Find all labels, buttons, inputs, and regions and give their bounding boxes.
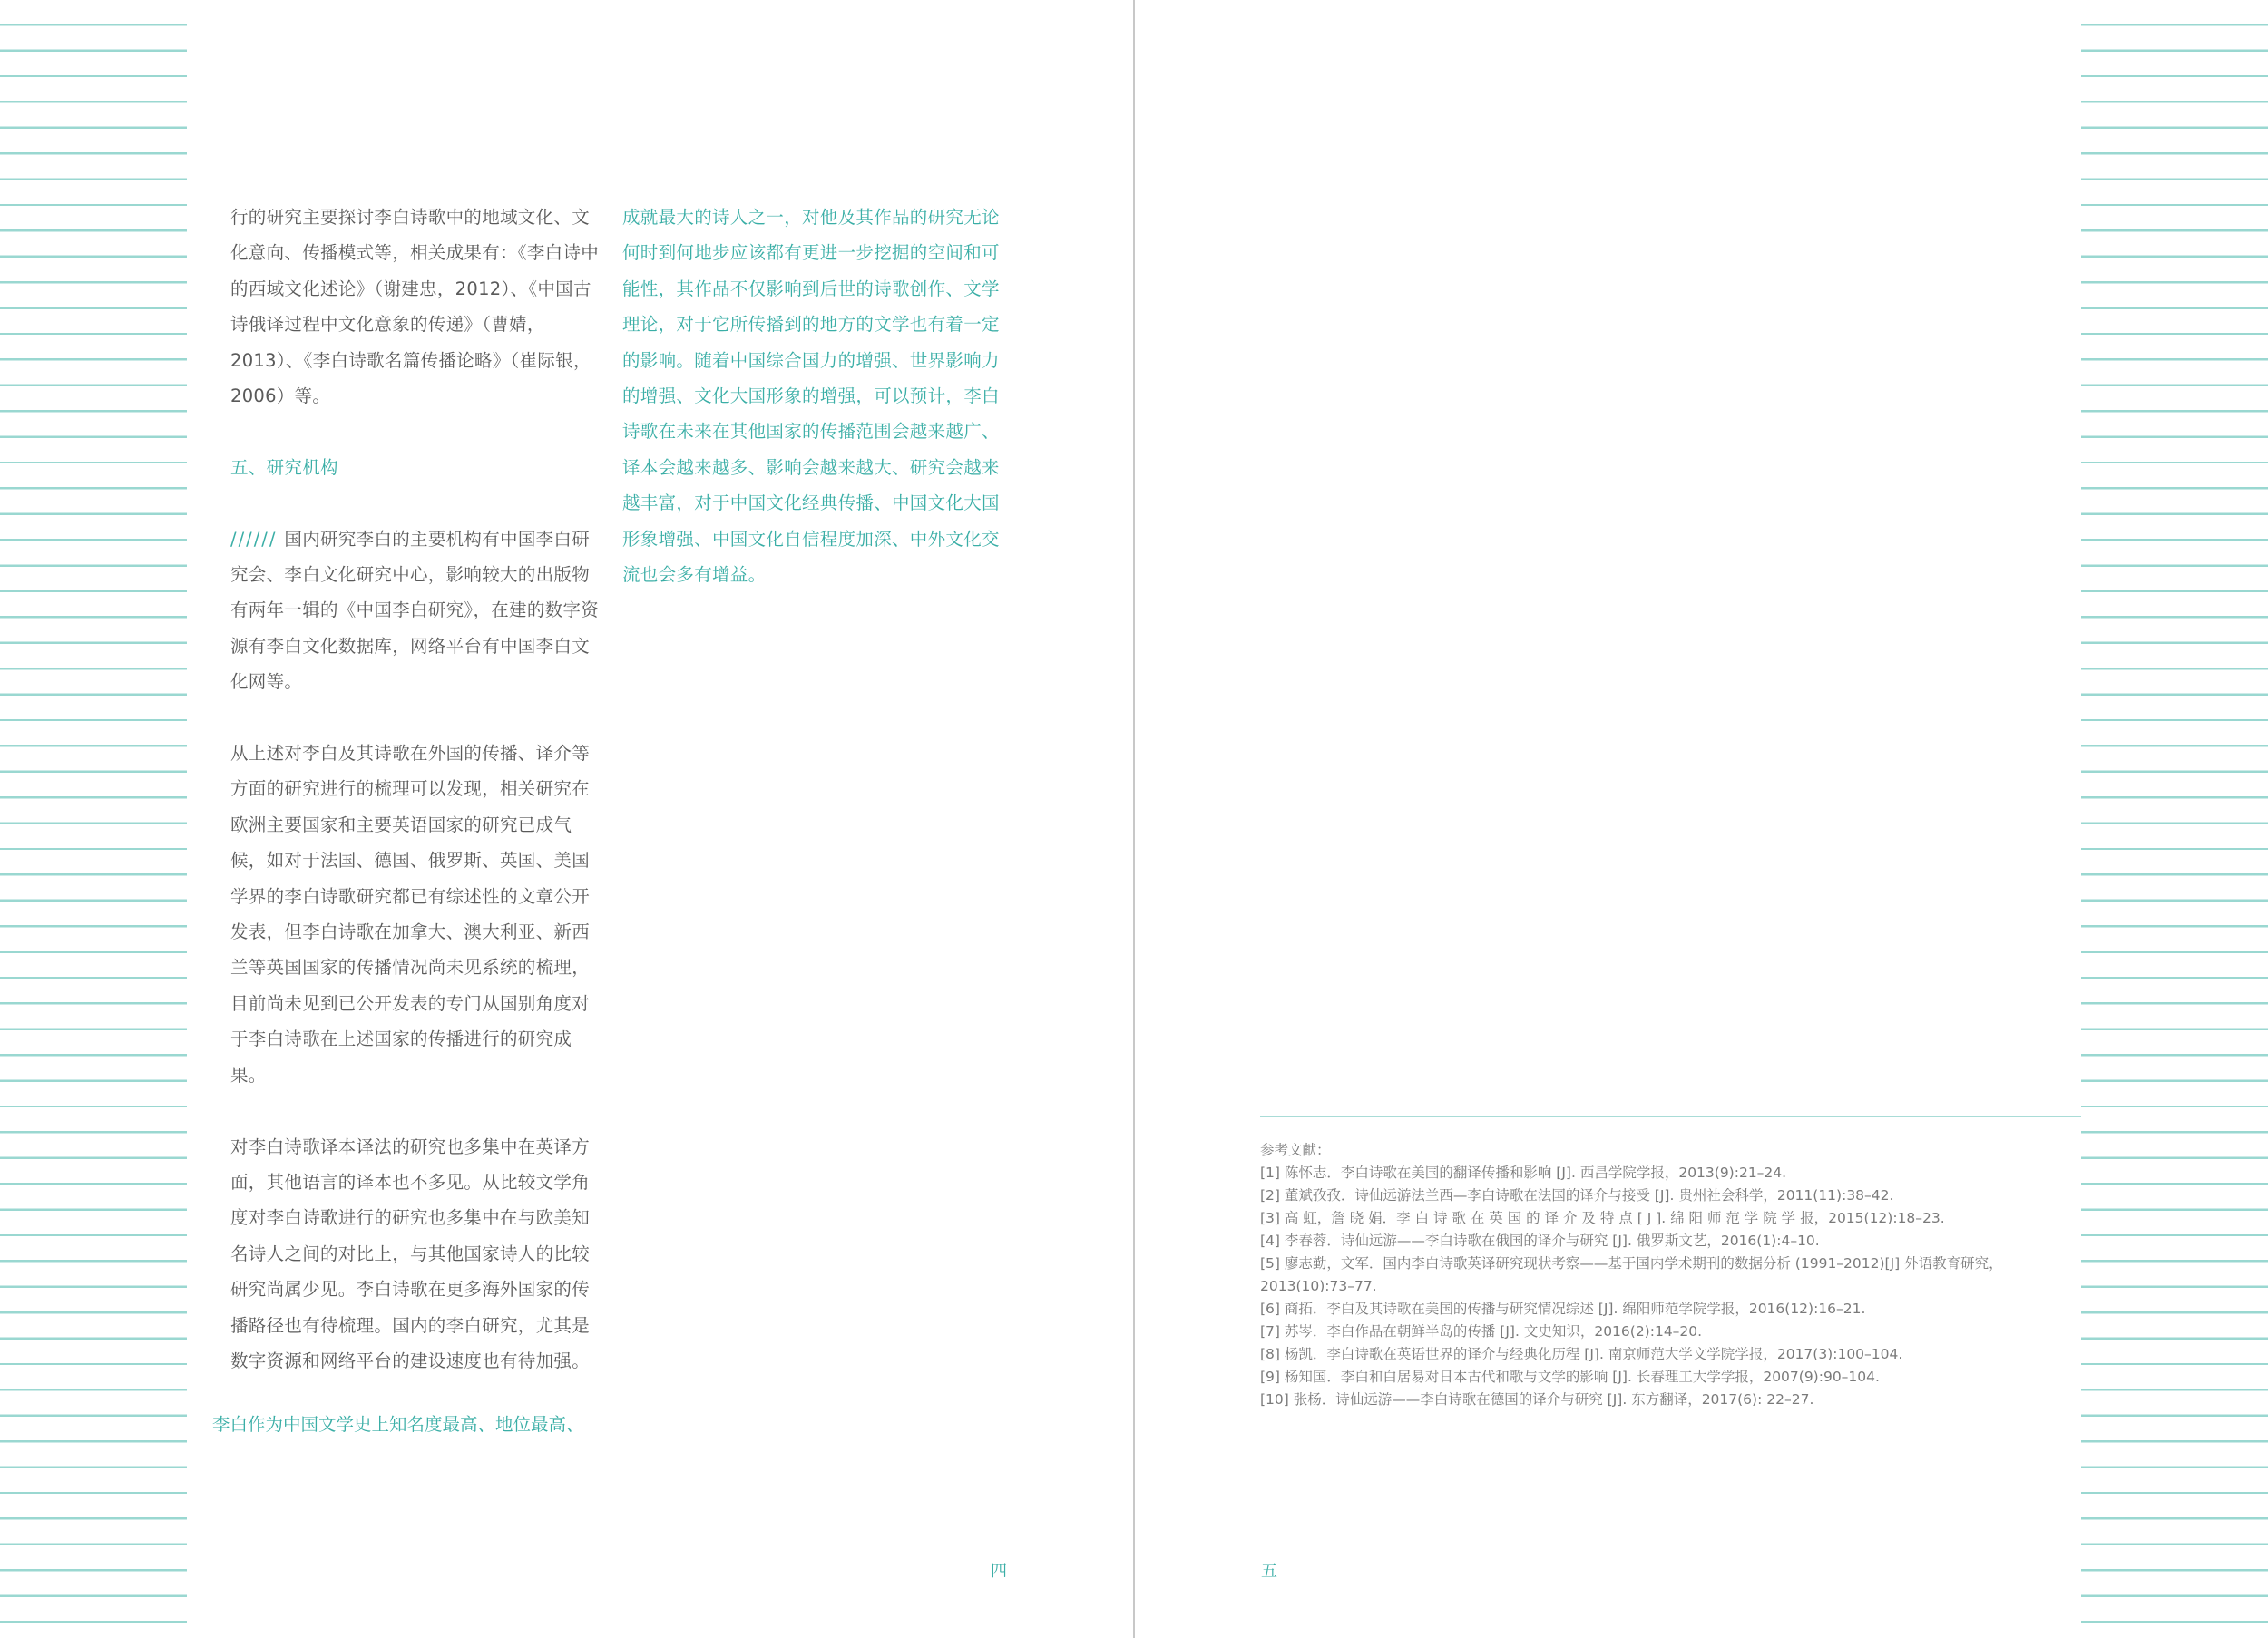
paragraph-translation-methods: 对李白诗歌译本译法的研究也多集中在英译方面，其他语言的译本也不多见。从比较文学角度对李白诗歌进行的研究也多集中在与欧美知名诗人之间的对比上，与其他国家诗人的比较研究尚属少见。李白诗歌在更多海外国家的传播路径也有待梳理。国内的李白研究，尤其是数字资源和网络平台的建设速度也有待加强。: [230, 1136, 591, 1371]
right-margin-rules: [2081, 0, 2268, 1638]
reference-item: [8] 杨凯．李白诗歌在英语世界的译介与经典化历程 [J]. 南京师范大学文学院学报，2017(3):100–104.: [1260, 1346, 1903, 1362]
paragraph-regional-culture: 行的研究主要探讨李白诗歌中的地域文化、文化意向、传播模式等，相关成果有：《李白诗中的西域文化述论》（谢建忠，2012）、《中国古诗俄译过程中文化意象的传递》（曹婧，2013）、《李白诗歌名篇传播论略》（崔际银，2006）等。: [230, 207, 600, 407]
reference-item: [5] 廖志勤，文军．国内李白诗歌英译研究现状考察——基于国内学术期刊的数据分析 (1991–2012)[J] 外语教育研究，2013(10):73–77.: [1260, 1255, 2003, 1294]
reference-item: [7] 苏岑．李白作品在朝鲜半岛的传播 [J]. 文史知识，2016(2):14–20.: [1260, 1323, 1703, 1340]
left-column: [230, 200, 604, 1379]
paragraph-summary: 从上述对李白及其诗歌在外国的传播、译介等方面的研究进行的梳理可以发现，相关研究在欧洲主要国家和主要英语国家的研究已成气候，如对于法国、德国、俄罗斯、英国、美国学界的李白诗歌研究都已有综述性的文章公开发表，但李白诗歌在加拿大、澳大利亚、新西兰等英国国家的传播情况尚未见系统的梳理，目前尚未见到已公开发表的专门从国别角度对于李白诗歌在上述国家的传播进行的研究成果。: [230, 743, 591, 1086]
left-margin-rules: [0, 0, 187, 1638]
reference-item: [9] 杨知国．李白和白居易对日本古代和歌与文学的影响 [J]. 长春理工大学学报，2007(9):90–104.: [1260, 1369, 1880, 1385]
page-number-right: 五: [1261, 1562, 1277, 1581]
page-gutter: [1133, 0, 1135, 1638]
reference-item: [1] 陈怀志．李白诗歌在美国的翻译传播和影响 [J]. 西昌学院学报，2013(9):21–24.: [1260, 1165, 1787, 1181]
paragraph-conclusion: 成就最大的诗人之一，对他及其作品的研究无论何时到何地步应该都有更进一步挖掘的空间和可能性，其作品不仅影响到后世的诗歌创作、文学理论，对于它所传播到的地方的文学也有着一定的影响。随着中国综合国力的增强、世界影响力的增强、文化大国形象的增强，可以预计，李白诗歌在未来在其他国家的传播范围会越来越广、译本会越来越多、影响会越来越大、研究会越来越丰富，对于中国文化经典传播、中国文化大国形象增强、中国文化自信程度加深、中外文化交流也会多有增益。: [622, 207, 1000, 586]
reference-item: [2] 董斌孜孜．诗仙远游法兰西—李白诗歌在法国的译介与接受 [J]. 贵州社会科学，2011(11):38–42.: [1260, 1187, 1894, 1204]
reference-item: [6] 商拓．李白及其诗歌在美国的传播与研究情况综述 [J]. 绵阳师范学院学报，2016(12):16–21.: [1260, 1301, 1866, 1317]
lead-text: 李白作为中国文学史上知名度最高、地位最高、: [212, 1414, 584, 1435]
references-divider: [1260, 1116, 2081, 1117]
reference-item: [3] 高 虹，詹 晓 娟．李 白 诗 歌 在 英 国 的 译 介 及 特 点 [ J ]. 绵 阳 师 范 学 院 学 报，2015(12):18–23.: [1260, 1210, 1945, 1226]
reference-item: [4] 李春蓉．诗仙远游——李白诗歌在俄国的译介与研究 [J]. 俄罗斯文艺，2016(1):4–10.: [1260, 1233, 1820, 1249]
references-block: [1260, 1139, 2058, 1411]
reference-item: [10] 张杨．诗仙远游——李白诗歌在德国的译介与研究 [J]. 东方翻译，2017(6): 22–27.: [1260, 1391, 1814, 1408]
references-title: 参考文献：: [1260, 1142, 1331, 1158]
paragraph-institutions: [230, 522, 604, 700]
paragraph-institutions-text: 国内研究李白的主要机构有中国李白研究会、李白文化研究中心，影响较大的出版物有两年一辑的《中国李白研究》，在建的数字资源有李白文化数据库，网络平台有中国李白文化网等。: [230, 528, 600, 693]
page-number-left: 四: [991, 1562, 1007, 1581]
slash-marks: //////: [230, 528, 278, 550]
section-heading-institutions: 五、研究机构: [230, 456, 338, 478]
middle-column: [622, 200, 1011, 592]
